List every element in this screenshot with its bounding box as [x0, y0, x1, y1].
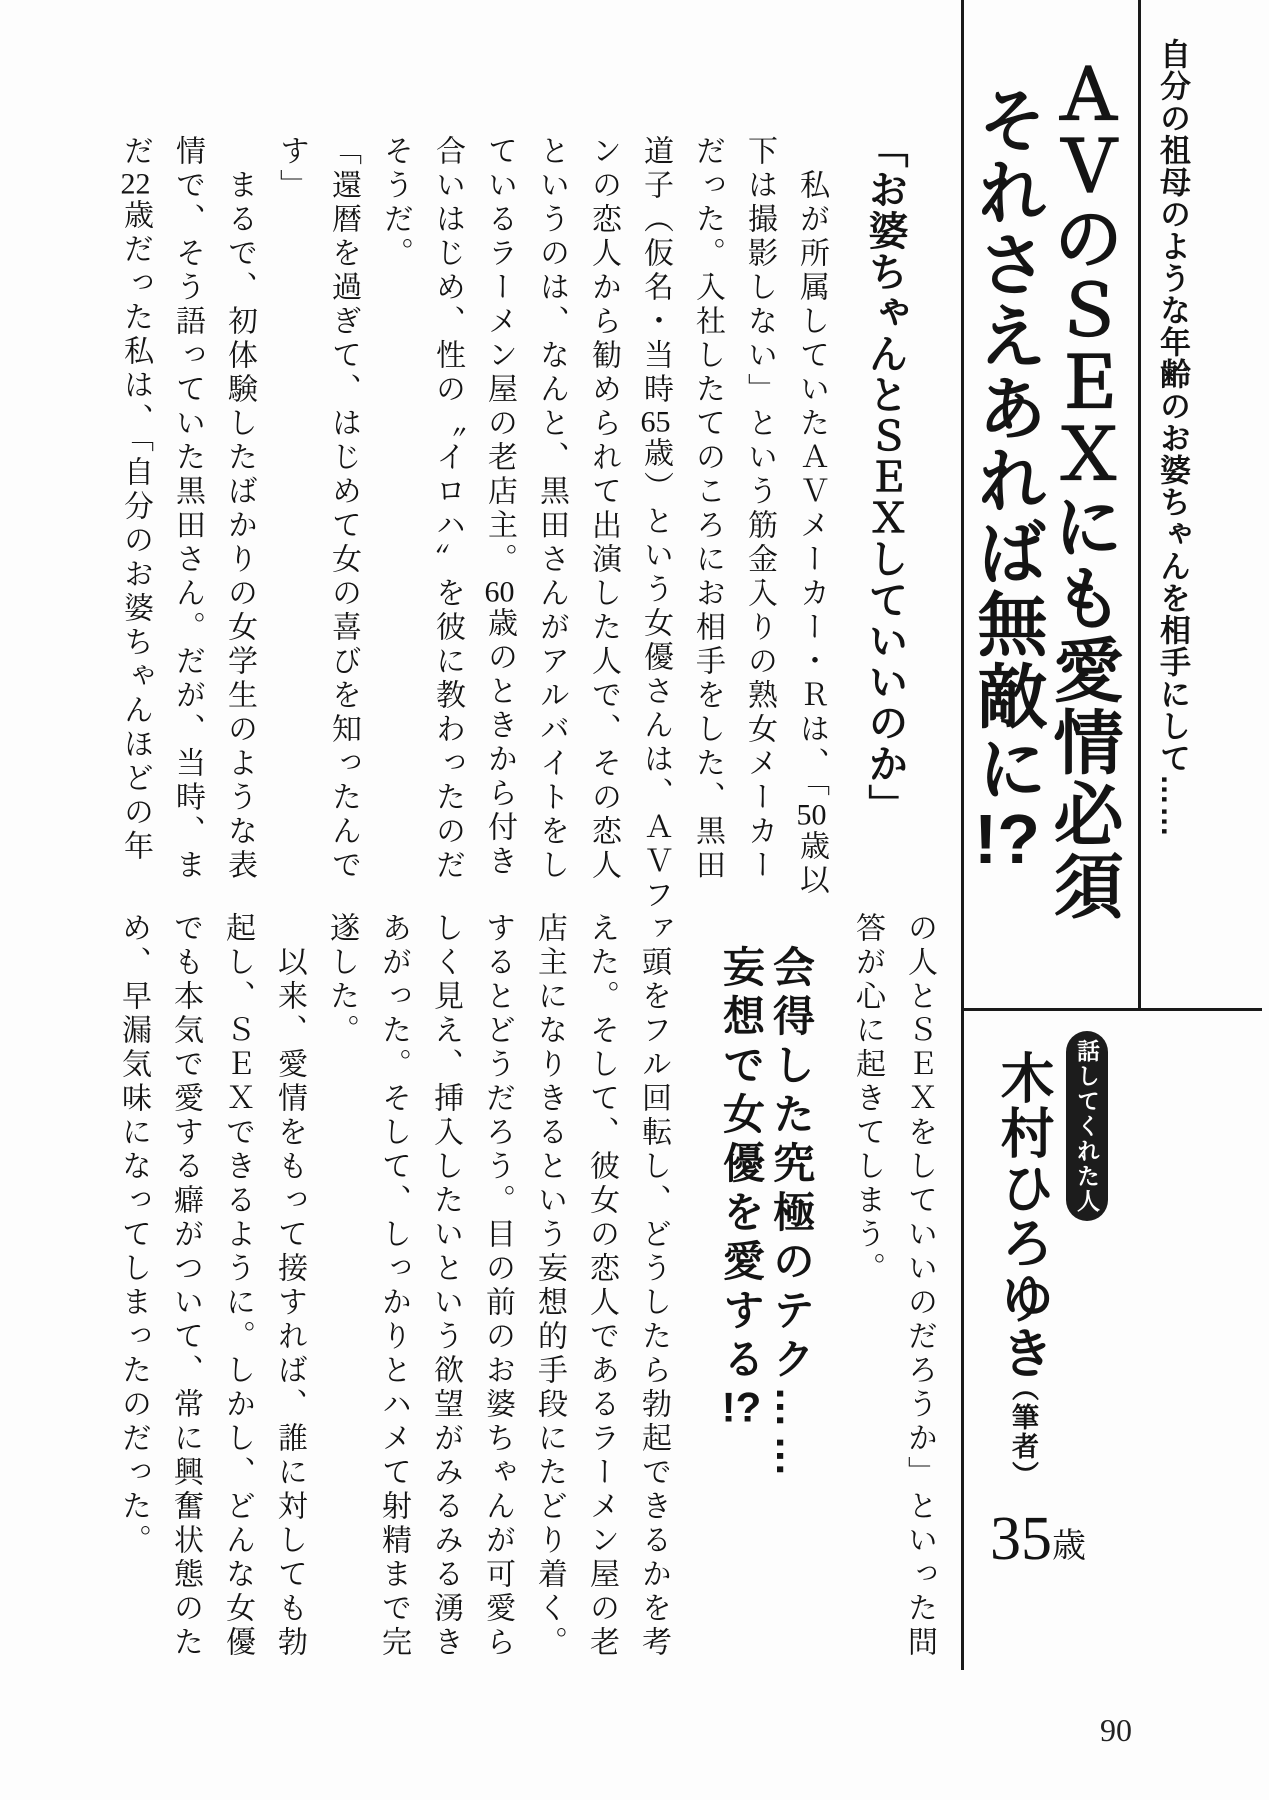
body-column: 答が心に起きてしまう。: [851, 912, 884, 1286]
body-column: ンの恋人から勧められて出演した人で、その恋人: [587, 135, 620, 883]
body-column: あがった。そして、しっかりとハメて射精まで完: [377, 912, 410, 1660]
body-column: 下は撮影しない」という筋金入りの熟女メーカー: [743, 135, 776, 883]
body-column: 店主になりきるという妄想的手段にたどり着く。: [533, 912, 566, 1660]
body-column: しく見え、挿入したいという欲望がみるみる湧き: [429, 912, 462, 1660]
contributor-age: [990, 1500, 1110, 1573]
article-top-section: [109, 135, 837, 947]
body-column: す」: [275, 135, 308, 203]
body-column: でも本気で愛する癖がついて、常に興奮状態のた: [169, 912, 202, 1660]
body-column: 起し、ＳＥＸできるように。しかし、どんな女優: [221, 912, 254, 1660]
body-column: するとどうだろう。目の前のお婆ちゃんが可愛ら: [481, 912, 514, 1660]
body-column: えた。そして、彼女の恋人であるラーメン屋の老: [585, 912, 618, 1660]
body-column: 情で、そう語っていた黒田さん。だが、当時、ま: [171, 135, 204, 883]
article-bottom-section: [107, 912, 945, 1682]
subhead-technique: [716, 945, 816, 1505]
divider-horizontal: [963, 1008, 1262, 1011]
body-column: 以来、愛情をもって接すれば、誰に対しても勃: [273, 912, 306, 1660]
body-column: 私が所属していたＡＶメーカー・Ｒは、「50歳以: [795, 135, 828, 898]
divider-vertical-main: [961, 0, 964, 1670]
contributor-name: 木村ひろゆき: [993, 1050, 1053, 1380]
body-column: 道子（仮名・当時65歳）という女優さんは、ＡＶファ: [639, 135, 672, 947]
body-column: だ22歳だった私は、「自分のお婆ちゃんほどの年: [119, 135, 152, 864]
contributor-badge: [1066, 1031, 1108, 1221]
body-column: というのは、なんと、黒田さんがアルバイトをし: [535, 135, 568, 883]
headline-line-2: それさえあれば無敵に!?: [968, 84, 1046, 874]
divider-vertical-right: [1138, 0, 1141, 1010]
body-column: の人とＳＥＸをしていいのだろうか」といった問: [903, 912, 936, 1660]
contributor-role: （筆者）: [1008, 1374, 1038, 1490]
body-column: まるで、初体験したばかりの女学生のような表: [223, 135, 256, 883]
age-number: 35: [990, 1505, 1052, 1573]
subhead-technique-line-1: 会得した究極のテク……: [768, 945, 815, 1484]
subhead-quote: 「お婆ちゃんとＳＥＸしていいのか」: [863, 128, 907, 825]
kicker-text: 自分の祖母のような年齢のお婆ちゃんを相手にして……: [1155, 38, 1190, 838]
body-column: 遂した。: [325, 912, 358, 1048]
body-column: め、早漏気味になってしまったのだった。: [117, 912, 150, 1558]
body-column: 合いはじめ、性の〝イロハ〞を彼に教わったのだ: [431, 135, 464, 883]
subhead-technique-line-2: 妄想で女優を愛する!?: [718, 945, 765, 1428]
contributor-badge-label: 話してくれた人: [1074, 1038, 1100, 1214]
body-column: ているラーメン屋の老店主。60歳のときから付き: [483, 135, 516, 879]
page-number: 90: [1100, 1712, 1132, 1748]
age-suffix: 歳: [1052, 1528, 1086, 1565]
headline-line-1: ＡＶのＳＥＸにも愛情必須: [1044, 58, 1122, 922]
body-column: 「還暦を過ぎて、はじめて女の喜びを知ったんで: [327, 135, 360, 883]
body-column: そうだ。: [379, 135, 412, 271]
body-column: 頭をフル回転し、どうしたら勃起できるかを考: [637, 912, 670, 1660]
body-column: だった。入社したてのころにお相手をした、黒田: [691, 135, 724, 883]
